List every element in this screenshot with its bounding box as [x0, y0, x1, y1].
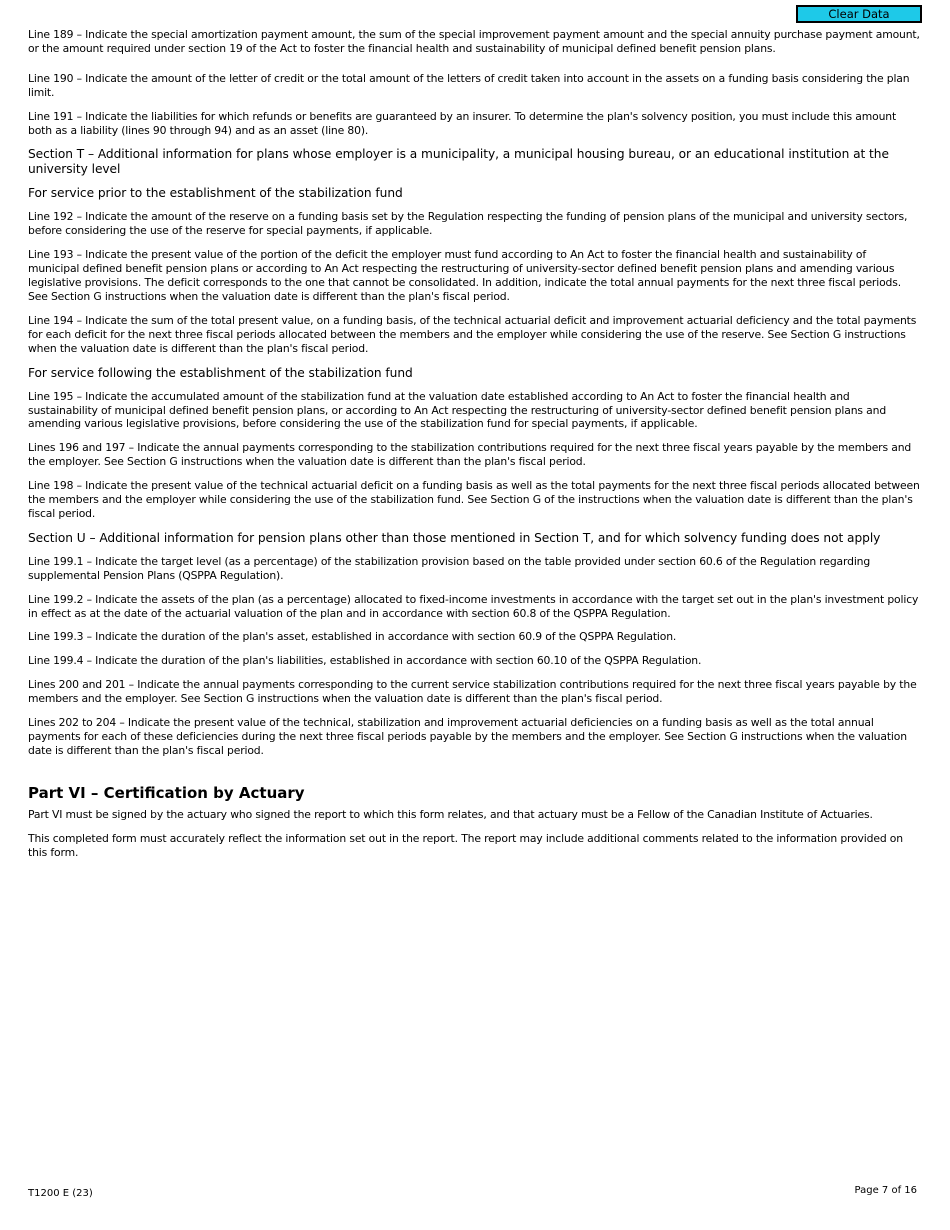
line-193-instruction: Line 193 – Indicate the present value of the portion of the deficit the employer must fund according to An Act to foster the financial health and sustainability of municipal defined benefit pension plans or according to An Act respecting the restructuring of university-sector defined benefit pension plans and amending various legislative provisions. The deficit corresponds to the one that cannot be consolidated. In addition, indicate the total annual payments for the next three fiscal periods. See Section G instructions when the valuation date is different than the plan's fiscal period.	[28, 248, 901, 303]
line-189-instruction: Line 189 – Indicate the special amortization payment amount, the sum of the special improvement payment amount and the special annuity purchase payment amount, or the amount required under section 19 of the Act to foster the financial health and sustainability of municipal defined benefit pension plans.	[28, 28, 920, 55]
form-identifier: T1200 E (23)	[28, 1188, 93, 1199]
clear-data-button[interactable]: Clear Data	[796, 5, 922, 23]
following-service-heading: For service following the establishment of the stabilization fund	[28, 365, 413, 380]
line-191-instruction: Line 191 – Indicate the liabilities for which refunds or benefits are guaranteed by an insurer. To determine the plan's solvency position, you must include this amount both as a liability (lines 90 through 94) and as an asset (line 80).	[28, 109, 897, 137]
prior-service-heading: For service prior to the establishment of the stabilization fund	[28, 186, 403, 201]
lines-202-204-instruction: Lines 202 to 204 – Indicate the present value of the technical, stabilization and improvement actuarial deficiencies on a funding basis as well as the total annual payments for each of these deficiencies during the next three fiscal periods payable by the members and the employer. See Section G instructions when the valuation date is different than the plan's fiscal period.	[28, 716, 907, 757]
line-194-instruction: Line 194 – Indicate the sum of the total present value, on a funding basis, of the technical actuarial deficit and improvement actuarial deficiency and the total payments for each deficit for the next three fiscal periods allocated between the members and the employer while considering the use of the reserve. See Section G instructions when the valuation date is different than the plan's fiscal period.	[28, 313, 917, 355]
line-199-4-instruction: Line 199.4 – Indicate the duration of the plan's liabilities, established in accordance with section 60.10 of the QSPPA Regulation.	[28, 654, 702, 668]
lines-200-201-instruction: Lines 200 and 201 – Indicate the annual payments corresponding to the current service stabilization contributions required for the next three fiscal years payable by the members and the employer. See Section G instructions when the valuation date is different than the plan's fiscal period.	[28, 678, 917, 706]
line-192-instruction: Line 192 – Indicate the amount of the reserve on a funding basis set by the Regulation respecting the funding of pension plans of the municipal and university sectors, before considering the use of the reserve for special payments, if applicable.	[28, 210, 908, 238]
part-6-signature-paragraph: Part VI must be signed by the actuary who signed the report to which this form relates, and that actuary must be a Fellow of the Canadian Institute of Actuaries.	[28, 807, 873, 821]
line-199-2-instruction: Line 199.2 – Indicate the assets of the plan (as a percentage) allocated to fixed-income investments in accordance with the target set out in the plan's investment policy in effect as at the date of the actuarial valuation of the plan and in accordance with section 60.8 of the QSPPA Regulation.	[28, 592, 919, 620]
page-number: Page 7 of 16	[854, 1185, 917, 1196]
line-198-instruction: Line 198 – Indicate the present value of the technical actuarial deficit on a funding basis as well as the total payments for the next three fiscal periods allocated between the members and the employer while considering the use of the stabilization fund. See Section G of the instructions when the valuation date is different than the plan's fiscal period.	[28, 479, 920, 520]
line-195-instruction: Line 195 – Indicate the accumulated amount of the stabilization fund at the valuation date established according to An Act to foster the financial health and sustainability of municipal defined benefit pension plans, or according to An Act respecting the restructuring of university-sector defined benefit pension plans and amending various legislative provisions, before considering the use of the stabilization fund for special payments, if applicable.	[28, 389, 887, 431]
part-6-accuracy-paragraph: This completed form must accurately reflect the information set out in the report. The report may include additional comments related to the information provided on this form.	[28, 831, 903, 859]
line-199-1-instruction: Line 199.1 – Indicate the target level (as a percentage) of the stabilization provision based on the table provided under section 60.6 of the Regulation regarding supplemental Pension Plans (QSPPA Regulation).	[28, 554, 871, 582]
instructions-content	[28, 28, 920, 870]
lines-196-197-instruction: Lines 196 and 197 – Indicate the annual payments corresponding to the stabilization contributions required for the next three fiscal years payable by the members and the employer. See Section G instructions when the valuation date is different than the plan's fiscal period.	[28, 441, 912, 469]
section-u-heading: Section U – Additional information for pension plans other than those mentioned in Section T, and for which solvency funding does not apply	[28, 530, 881, 545]
part-6-heading: Part VI – Certification by Actuary	[28, 783, 305, 802]
section-t-heading: Section T – Additional information for plans whose employer is a municipality, a municipal housing bureau, or an educational institution at the university level	[28, 147, 889, 177]
line-199-3-instruction: Line 199.3 – Indicate the duration of the plan's asset, established in accordance with section 60.9 of the QSPPA Regulation.	[28, 630, 677, 644]
line-190-instruction: Line 190 – Indicate the amount of the letter of credit or the total amount of the letters of credit taken into account in the assets on a funding basis considering the plan limit.	[28, 71, 910, 99]
